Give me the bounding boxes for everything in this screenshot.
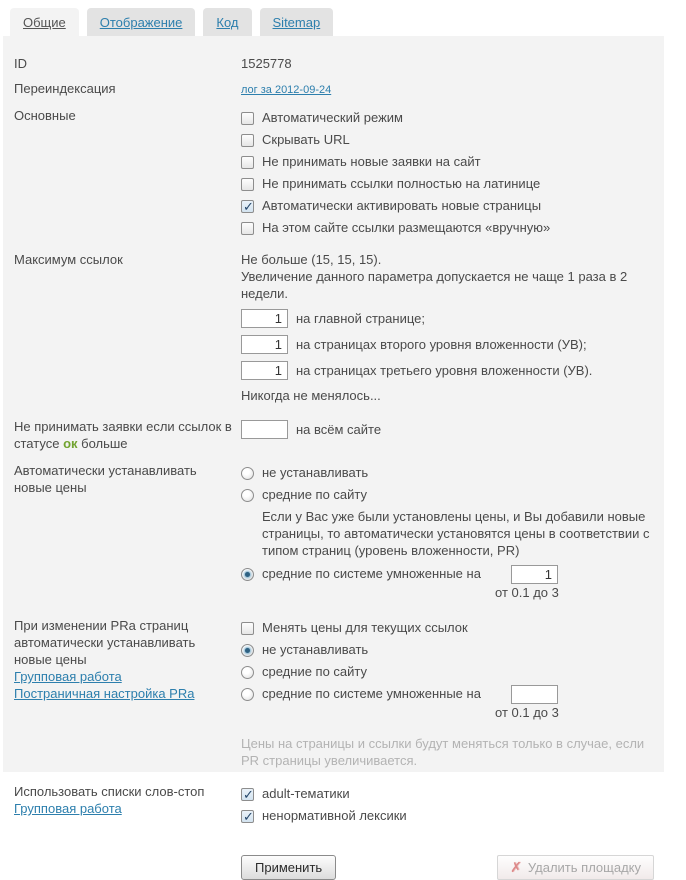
- stop-words-group-work-link[interactable]: Групповая работа: [14, 801, 122, 816]
- row-reindex: [14, 80, 642, 99]
- hide-url-label: Скрывать URL: [262, 132, 350, 147]
- max-links-main-row: [241, 309, 653, 328]
- stop-words-label: Использовать списки слов-стоп: [14, 784, 205, 799]
- auto-prices-none-label: не устанавливать: [262, 465, 369, 480]
- max-links-level2-label: на страницах второго уровня вложенности (УВ);: [296, 337, 587, 352]
- tab-bar: [10, 8, 333, 36]
- deny-requests-input[interactable]: [241, 420, 288, 439]
- deny-requests-suffix: на всём сайте: [296, 422, 382, 437]
- stop-words-label-col: [14, 783, 241, 817]
- ok-status-text: ок: [63, 436, 78, 451]
- pr-change-system-avg-label: средние по системе умноженные на: [262, 686, 481, 701]
- pr-change-none-radio[interactable]: [241, 644, 254, 657]
- auto-prices-label: Автоматически устанавливать новые цены: [14, 463, 197, 495]
- reindex-log-link[interactable]: лог за 2012-09-24: [241, 84, 332, 96]
- max-links-level2-row: [241, 335, 653, 354]
- checkbox-row-no-new-requests: [241, 151, 642, 173]
- pr-change-multiplier-hint: от 0.1 до 3: [495, 705, 559, 720]
- row-pr-change: [14, 617, 645, 769]
- reindex-label: Переиндексация: [14, 81, 116, 96]
- checkbox-row-no-latin-links: [241, 173, 642, 195]
- pr-change-current-links-row: [241, 617, 656, 639]
- auto-prices-none-radio[interactable]: [241, 467, 254, 480]
- auto-mode-label: Автоматический режим: [262, 110, 403, 125]
- auto-prices-multiplier-hint: от 0.1 до 3: [495, 585, 559, 600]
- tab-general-label: Общие: [23, 14, 66, 30]
- auto-prices-site-avg-label: средние по сайту: [262, 487, 368, 502]
- tab-display-label: Отображение: [99, 14, 183, 30]
- auto-prices-option-none: [241, 462, 664, 484]
- tab-display[interactable]: [87, 8, 196, 36]
- manual-placement-label: На этом сайте ссылки размещаются «вручную»: [262, 220, 551, 235]
- row-stop-words: [14, 783, 642, 827]
- per-page-pr-link[interactable]: Постраничная настройка PRa: [14, 686, 195, 701]
- checkbox-row-auto-mode: [241, 107, 642, 129]
- pr-change-option-system-avg: [241, 683, 656, 705]
- auto-prices-description: Если у Вас уже были установлены цены, и Вы добавили новые страницы, то автоматически установятся цены в соответствии с типом страниц (уровень вложенности, PR): [262, 509, 650, 558]
- max-links-note1: Не больше (15, 15, 15).: [241, 252, 382, 267]
- pr-change-label-col: [14, 617, 241, 702]
- delete-site-button[interactable]: [497, 855, 654, 880]
- hide-url-checkbox[interactable]: [241, 134, 254, 147]
- tab-sitemap[interactable]: [260, 8, 334, 36]
- change-current-links-label: Менять цены для текущих ссылок: [262, 620, 468, 635]
- tab-code-label: Код: [216, 14, 239, 30]
- no-new-requests-checkbox[interactable]: [241, 156, 254, 169]
- pr-change-option-site-avg: [241, 661, 656, 683]
- tab-code[interactable]: [203, 8, 251, 36]
- delete-cross-icon: ✗: [510, 859, 522, 875]
- group-work-link[interactable]: Групповая работа: [14, 669, 122, 684]
- checkbox-row-manual-placement: [241, 217, 642, 239]
- auto-prices-site-avg-radio[interactable]: [241, 489, 254, 502]
- tab-general[interactable]: [10, 8, 79, 36]
- row-id: [14, 55, 642, 72]
- stop-words-profanity-row: [241, 805, 642, 827]
- pr-change-option-none: [241, 639, 656, 661]
- pr-change-label: При изменении PRa страниц автоматически устанавливать новые цены: [14, 618, 196, 667]
- auto-activate-pages-label: Автоматически активировать новые страницы: [262, 198, 542, 213]
- change-current-links-checkbox[interactable]: [241, 622, 254, 635]
- deny-requests-label: Не принимать заявки если ссылок в статусе ок больше: [14, 419, 232, 451]
- delete-site-label: Удалить площадку: [527, 860, 641, 875]
- tab-sitemap-label: Sitemap: [272, 14, 321, 30]
- id-value: 1525778: [241, 56, 292, 71]
- stop-words-adult-row: [241, 783, 642, 805]
- max-links-main-input[interactable]: [241, 309, 288, 328]
- settings-panel: [3, 36, 664, 875]
- profanity-checkbox[interactable]: [241, 810, 254, 823]
- apply-button[interactable]: Применить: [241, 855, 336, 880]
- max-links-note2: Увеличение данного параметра допускается не чаще 1 раза в 2 недели.: [241, 269, 628, 301]
- pr-change-multiplier-input[interactable]: [511, 685, 558, 704]
- max-links-level2-input[interactable]: [241, 335, 288, 354]
- row-deny-requests: [14, 418, 642, 452]
- auto-activate-pages-checkbox[interactable]: [241, 200, 254, 213]
- basics-label: Основные: [14, 108, 76, 123]
- max-links-note3: Никогда не менялось...: [241, 388, 381, 403]
- no-latin-links-checkbox[interactable]: [241, 178, 254, 191]
- max-links-level3-label: на страницах третьего уровня вложенности (УВ).: [296, 363, 593, 378]
- manual-placement-checkbox[interactable]: [241, 222, 254, 235]
- buttons-row: [14, 855, 642, 880]
- max-links-level3-input[interactable]: [241, 361, 288, 380]
- pr-change-site-avg-label: средние по сайту: [262, 664, 368, 679]
- row-max-links: [14, 251, 642, 404]
- auto-mode-checkbox[interactable]: [241, 112, 254, 125]
- pr-change-none-label: не устанавливать: [262, 642, 369, 657]
- max-links-level3-row: [241, 361, 653, 380]
- no-latin-links-label: Не принимать ссылки полностью на латинице: [262, 176, 541, 191]
- max-links-main-label: на главной странице;: [296, 311, 425, 326]
- id-label: ID: [14, 56, 27, 71]
- profanity-label: ненормативной лексики: [262, 808, 407, 823]
- adult-topics-label: adult-тематики: [262, 786, 350, 801]
- pr-change-note: Цены на страницы и ссылки будут меняться только в случае, если PR страницы увеличивается.: [241, 736, 645, 768]
- checkbox-row-auto-activate-pages: [241, 195, 642, 217]
- auto-prices-system-avg-label: средние по системе умноженные на: [262, 566, 481, 581]
- max-links-label: Максимум ссылок: [14, 252, 123, 267]
- auto-prices-option-site-avg: [241, 484, 664, 506]
- pr-change-system-avg-radio[interactable]: [241, 688, 254, 701]
- adult-topics-checkbox[interactable]: [241, 788, 254, 801]
- auto-prices-system-avg-radio[interactable]: [241, 568, 254, 581]
- auto-prices-multiplier-input[interactable]: [511, 565, 558, 584]
- checkbox-row-hide-url: [241, 129, 642, 151]
- pr-change-site-avg-radio[interactable]: [241, 666, 254, 679]
- row-basics: [14, 107, 642, 239]
- row-auto-prices: [14, 462, 650, 601]
- no-new-requests-label: Не принимать новые заявки на сайт: [262, 154, 481, 169]
- deny-requests-input-row: [241, 420, 642, 439]
- auto-prices-option-system-avg: [241, 563, 664, 585]
